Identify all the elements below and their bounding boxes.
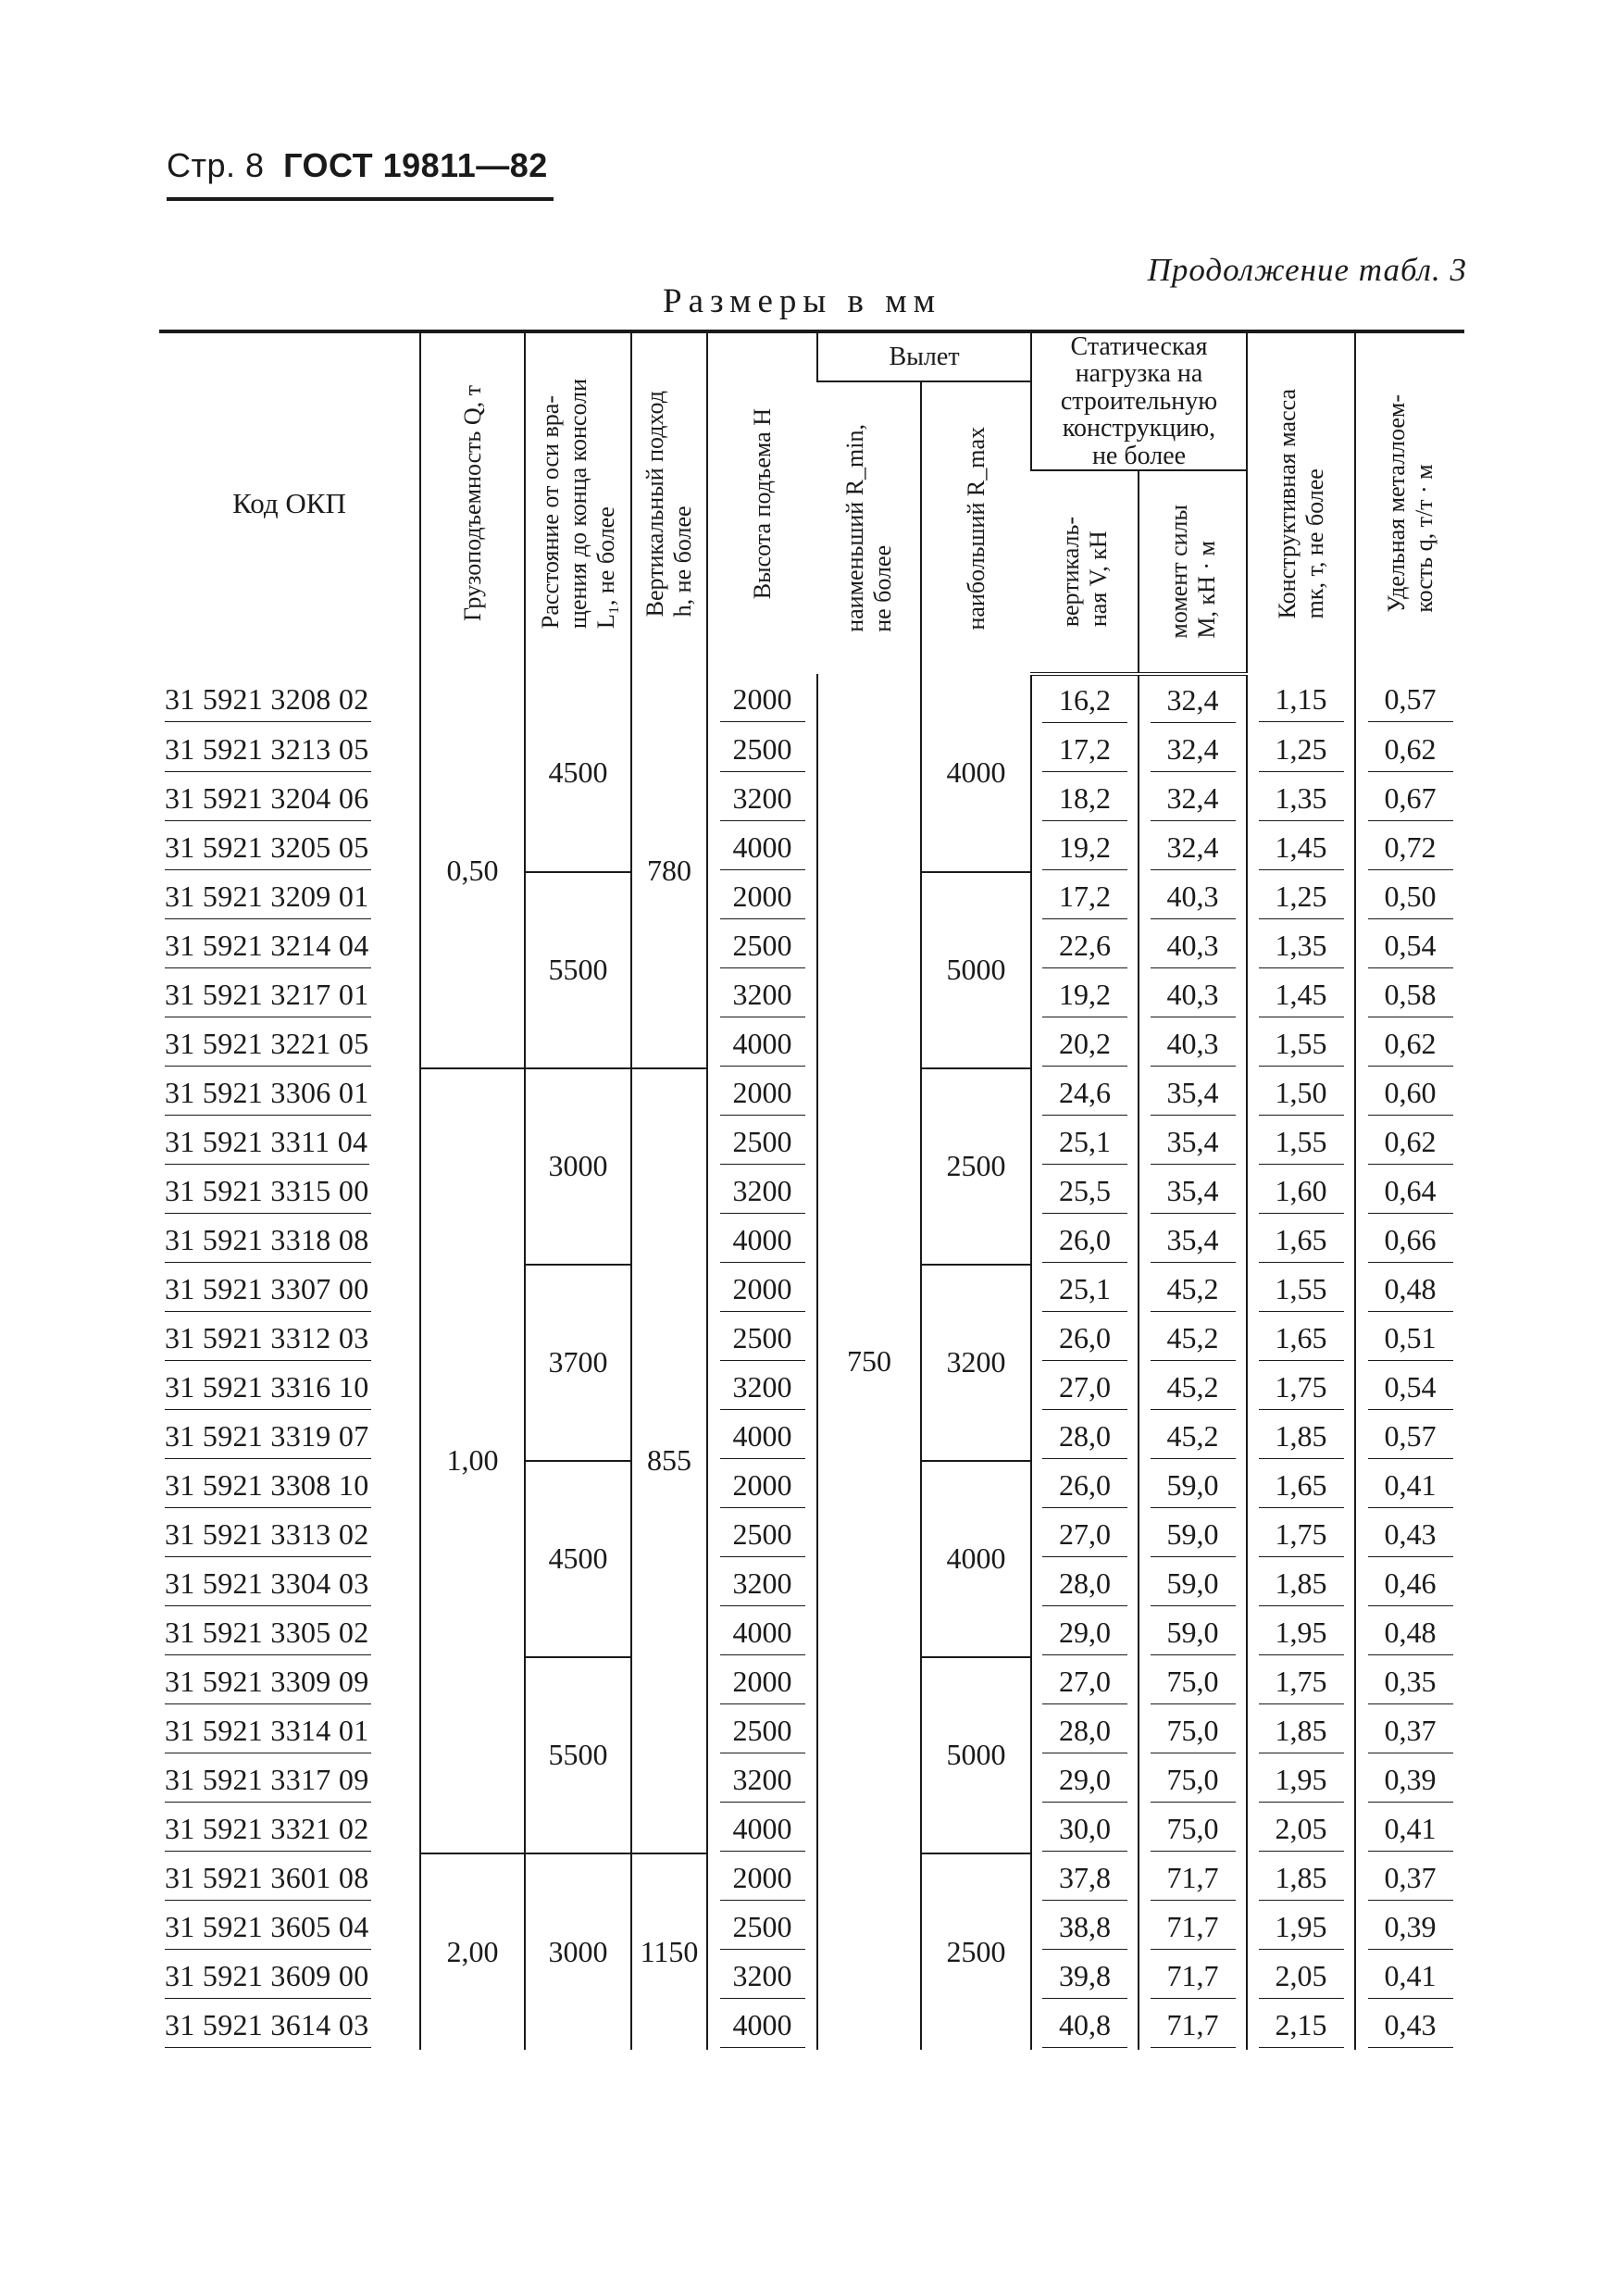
distance-cell: 4500	[525, 674, 631, 872]
page-header	[167, 146, 548, 185]
mass-cell: 1,85	[1247, 1853, 1355, 1903]
height-cell: 3200	[707, 774, 817, 823]
mass-cell: 1,85	[1247, 1559, 1355, 1608]
moment-cell: 32,4	[1139, 725, 1247, 774]
height-cell: 2000	[707, 1853, 817, 1903]
table-row	[159, 921, 1464, 970]
table-row	[159, 872, 1464, 921]
table-row	[159, 1657, 1464, 1706]
vertical-load-cell: 37,8	[1031, 1853, 1139, 1903]
code-cell: 31 5921 3318 08	[159, 1216, 420, 1265]
distance-cell: 3000	[525, 1853, 631, 2050]
metal-intensity-cell: 0,58	[1355, 970, 1464, 1019]
table-row	[159, 1510, 1464, 1559]
mass-cell: 1,65	[1247, 1216, 1355, 1265]
metal-intensity-cell: 0,41	[1355, 1952, 1464, 2001]
mass-cell: 1,25	[1247, 725, 1355, 774]
moment-cell: 32,4	[1139, 774, 1247, 823]
metal-intensity-cell: 0,37	[1355, 1706, 1464, 1755]
metal-intensity-cell: 0,72	[1355, 823, 1464, 872]
code-cell: 31 5921 3221 05	[159, 1019, 420, 1068]
approach-cell: 780	[631, 674, 707, 1068]
metal-intensity-cell: 0,62	[1355, 725, 1464, 774]
code-cell: 31 5921 3313 02	[159, 1510, 420, 1559]
metal-intensity-cell: 0,66	[1355, 1216, 1464, 1265]
metal-intensity-cell: 0,62	[1355, 1117, 1464, 1167]
table-row	[159, 1755, 1464, 1804]
moment-cell: 71,7	[1139, 1853, 1247, 1903]
code-cell: 31 5921 3315 00	[159, 1167, 420, 1216]
metal-intensity-cell: 0,43	[1355, 2001, 1464, 2050]
metal-intensity-cell: 0,46	[1355, 1559, 1464, 1608]
code-cell: 31 5921 3311 04	[159, 1117, 420, 1167]
code-cell: 31 5921 3614 03	[159, 2001, 420, 2050]
vertical-load-cell: 27,0	[1031, 1657, 1139, 1706]
vertical-load-cell: 25,1	[1031, 1265, 1139, 1314]
height-cell: 3200	[707, 1363, 817, 1412]
units-caption: Размеры в мм	[663, 282, 942, 320]
header-capacity: Грузоподъемность Q, т	[420, 331, 525, 674]
moment-cell: 40,3	[1139, 921, 1247, 970]
code-cell: 31 5921 3317 09	[159, 1755, 420, 1804]
height-cell: 2000	[707, 872, 817, 921]
moment-cell: 35,4	[1139, 1068, 1247, 1117]
table-row	[159, 1314, 1464, 1363]
table-row	[159, 2001, 1464, 2050]
moment-cell: 59,0	[1139, 1559, 1247, 1608]
metal-intensity-cell: 0,57	[1355, 674, 1464, 725]
moment-cell: 75,0	[1139, 1755, 1247, 1804]
code-cell: 31 5921 3213 05	[159, 725, 420, 774]
distance-cell: 5500	[525, 872, 631, 1068]
header-distance: Расстояние от оси вра- щения до конца консоли L₁, не более	[525, 331, 631, 674]
metal-intensity-cell: 0,39	[1355, 1903, 1464, 1952]
mass-cell: 1,95	[1247, 1608, 1355, 1657]
table-row	[159, 674, 1464, 725]
table-row	[159, 1167, 1464, 1216]
moment-cell: 71,7	[1139, 1952, 1247, 2001]
header-vertical: вертикаль- ная V, кН	[1031, 470, 1139, 674]
height-cell: 4000	[707, 823, 817, 872]
header-moment: момент силы M, кН · м	[1139, 470, 1247, 674]
mass-cell: 1,95	[1247, 1755, 1355, 1804]
r-max-cell: 5000	[921, 1657, 1031, 1853]
mass-cell: 1,55	[1247, 1019, 1355, 1068]
code-cell: 31 5921 3217 01	[159, 970, 420, 1019]
code-cell: 31 5921 3605 04	[159, 1903, 420, 1952]
table-row	[159, 1853, 1464, 1903]
code-cell: 31 5921 3307 00	[159, 1265, 420, 1314]
moment-cell: 32,4	[1139, 823, 1247, 872]
mass-cell: 1,35	[1247, 774, 1355, 823]
vertical-load-cell: 26,0	[1031, 1216, 1139, 1265]
code-cell: 31 5921 3321 02	[159, 1804, 420, 1853]
moment-cell: 45,2	[1139, 1265, 1247, 1314]
moment-cell: 45,2	[1139, 1314, 1247, 1363]
vertical-load-cell: 19,2	[1031, 823, 1139, 872]
code-cell: 31 5921 3316 10	[159, 1363, 420, 1412]
header-code: Код ОКП	[159, 331, 420, 674]
code-cell: 31 5921 3314 01	[159, 1706, 420, 1755]
height-cell: 3200	[707, 1952, 817, 2001]
header-approach: Вертикальный подход h, не более	[631, 331, 707, 674]
vertical-load-cell: 38,8	[1031, 1903, 1139, 1952]
moment-cell: 45,2	[1139, 1363, 1247, 1412]
moment-cell: 59,0	[1139, 1461, 1247, 1510]
height-cell: 2500	[707, 1706, 817, 1755]
table-row	[159, 1952, 1464, 2001]
height-cell: 4000	[707, 1019, 817, 1068]
header-r-min: наименьший R_min, не более	[840, 424, 896, 632]
table-row	[159, 1019, 1464, 1068]
metal-intensity-cell: 0,54	[1355, 1363, 1464, 1412]
height-cell: 2500	[707, 1510, 817, 1559]
page-number: Стр. 8	[167, 146, 265, 184]
metal-intensity-cell: 0,41	[1355, 1461, 1464, 1510]
moment-cell: 71,7	[1139, 1903, 1247, 1952]
code-cell: 31 5921 3609 00	[159, 1952, 420, 2001]
r-max-cell: 4000	[921, 674, 1031, 872]
r-max-cell: 3200	[921, 1265, 1031, 1461]
moment-cell: 32,4	[1139, 674, 1247, 725]
mass-cell: 1,65	[1247, 1461, 1355, 1510]
vertical-load-cell: 27,0	[1031, 1510, 1139, 1559]
table-row	[159, 1804, 1464, 1853]
vertical-load-cell: 16,2	[1031, 674, 1139, 725]
vertical-load-cell: 28,0	[1031, 1706, 1139, 1755]
table-row	[159, 774, 1464, 823]
vertical-load-cell: 28,0	[1031, 1559, 1139, 1608]
mass-cell: 1,85	[1247, 1706, 1355, 1755]
height-cell: 4000	[707, 1608, 817, 1657]
metal-intensity-cell: 0,64	[1355, 1167, 1464, 1216]
vertical-load-cell: 17,2	[1031, 872, 1139, 921]
mass-cell: 2,05	[1247, 1952, 1355, 2001]
table-row	[159, 1117, 1464, 1167]
height-cell: 2000	[707, 1265, 817, 1314]
vertical-load-cell: 20,2	[1031, 1019, 1139, 1068]
table-row	[159, 1265, 1464, 1314]
approach-cell: 855	[631, 1068, 707, 1853]
moment-cell: 35,4	[1139, 1216, 1247, 1265]
table-row	[159, 1363, 1464, 1412]
vertical-load-cell: 30,0	[1031, 1804, 1139, 1853]
moment-cell: 35,4	[1139, 1117, 1247, 1167]
mass-cell: 1,15	[1247, 674, 1355, 725]
vertical-load-cell: 22,6	[1031, 921, 1139, 970]
moment-cell: 40,3	[1139, 970, 1247, 1019]
height-cell: 3200	[707, 1559, 817, 1608]
metal-intensity-cell: 0,50	[1355, 872, 1464, 921]
moment-cell: 59,0	[1139, 1608, 1247, 1657]
table-row	[159, 1068, 1464, 1117]
vertical-load-cell: 25,5	[1031, 1167, 1139, 1216]
header-vylet: Вылет	[817, 331, 1031, 381]
metal-intensity-cell: 0,37	[1355, 1853, 1464, 1903]
vertical-load-cell: 39,8	[1031, 1952, 1139, 2001]
mass-cell: 1,55	[1247, 1117, 1355, 1167]
capacity-cell: 0,50	[420, 674, 525, 1068]
moment-cell: 71,7	[1139, 2001, 1247, 2050]
mass-cell: 1,75	[1247, 1657, 1355, 1706]
dimensions-table-wrap	[159, 330, 1464, 2050]
mass-cell: 2,15	[1247, 2001, 1355, 2050]
vertical-load-cell: 25,1	[1031, 1117, 1139, 1167]
vertical-load-cell: 29,0	[1031, 1755, 1139, 1804]
header-r-max: наибольший R_max	[921, 381, 1031, 674]
height-cell: 4000	[707, 1216, 817, 1265]
r-max-cell: 2500	[921, 1068, 1031, 1265]
moment-cell: 40,3	[1139, 872, 1247, 921]
code-cell: 31 5921 3204 06	[159, 774, 420, 823]
capacity-cell: 1,00	[420, 1068, 525, 1853]
table-row	[159, 1412, 1464, 1461]
height-cell: 2500	[707, 921, 817, 970]
table-row	[159, 970, 1464, 1019]
moment-cell: 35,4	[1139, 1167, 1247, 1216]
approach-cell: 1150	[631, 1853, 707, 2050]
height-cell: 4000	[707, 1412, 817, 1461]
vertical-load-cell: 26,0	[1031, 1461, 1139, 1510]
metal-intensity-cell: 0,51	[1355, 1314, 1464, 1363]
code-cell: 31 5921 3304 03	[159, 1559, 420, 1608]
mass-cell: 1,50	[1247, 1068, 1355, 1117]
mass-cell: 1,75	[1247, 1363, 1355, 1412]
vertical-load-cell: 18,2	[1031, 774, 1139, 823]
distance-cell: 3000	[525, 1068, 631, 1265]
table-row	[159, 823, 1464, 872]
metal-intensity-cell: 0,43	[1355, 1510, 1464, 1559]
vertical-load-cell: 26,0	[1031, 1314, 1139, 1363]
vertical-load-cell: 27,0	[1031, 1363, 1139, 1412]
standard-number: ГОСТ 19811—82	[283, 146, 548, 184]
metal-intensity-cell: 0,54	[1355, 921, 1464, 970]
height-cell: 3200	[707, 1167, 817, 1216]
code-cell: 31 5921 3312 03	[159, 1314, 420, 1363]
moment-cell: 59,0	[1139, 1510, 1247, 1559]
metal-intensity-cell: 0,48	[1355, 1265, 1464, 1314]
metal-intensity-cell: 0,57	[1355, 1412, 1464, 1461]
table-head	[159, 331, 1464, 674]
code-cell: 31 5921 3308 10	[159, 1461, 420, 1510]
table-row	[159, 1903, 1464, 1952]
distance-cell: 4500	[525, 1461, 631, 1657]
moment-cell: 75,0	[1139, 1657, 1247, 1706]
height-cell: 2000	[707, 674, 817, 725]
mass-cell: 1,45	[1247, 970, 1355, 1019]
moment-cell: 75,0	[1139, 1804, 1247, 1853]
height-cell: 2000	[707, 1657, 817, 1706]
r-min-cell: 750	[817, 674, 921, 2050]
table-body	[159, 674, 1464, 2050]
metal-intensity-cell: 0,39	[1355, 1755, 1464, 1804]
mass-cell: 1,75	[1247, 1510, 1355, 1559]
code-cell: 31 5921 3209 01	[159, 872, 420, 921]
metal-intensity-cell: 0,41	[1355, 1804, 1464, 1853]
header-rule	[167, 197, 554, 201]
table-row	[159, 1216, 1464, 1265]
height-cell: 2000	[707, 1068, 817, 1117]
vertical-load-cell: 17,2	[1031, 725, 1139, 774]
metal-intensity-cell: 0,62	[1355, 1019, 1464, 1068]
table-row	[159, 1461, 1464, 1510]
metal-intensity-cell: 0,60	[1355, 1068, 1464, 1117]
mass-cell: 1,85	[1247, 1412, 1355, 1461]
metal-intensity-cell: 0,35	[1355, 1657, 1464, 1706]
height-cell: 2500	[707, 725, 817, 774]
capacity-cell: 2,00	[420, 1853, 525, 2050]
header-static-load: Статическая нагрузка на строительную конструкцию, не более	[1031, 331, 1247, 470]
code-cell: 31 5921 3208 02	[159, 674, 420, 725]
header-metal: Удельная металлоем- кость q, т/т · м	[1355, 331, 1464, 674]
height-cell: 3200	[707, 1755, 817, 1804]
distance-cell: 5500	[525, 1657, 631, 1853]
height-cell: 4000	[707, 2001, 817, 2050]
mass-cell: 1,55	[1247, 1265, 1355, 1314]
header-mass: Конструктивная масса mк, т, не более	[1247, 331, 1355, 674]
table-continuation-caption: Продолжение табл. 3	[1147, 252, 1467, 288]
code-cell: 31 5921 3601 08	[159, 1853, 420, 1903]
height-cell: 2500	[707, 1314, 817, 1363]
header-height: Высота подъема H	[707, 331, 817, 674]
height-cell: 3200	[707, 970, 817, 1019]
code-cell: 31 5921 3214 04	[159, 921, 420, 970]
r-max-cell: 4000	[921, 1461, 1031, 1657]
height-cell: 2500	[707, 1117, 817, 1167]
vertical-load-cell: 40,8	[1031, 2001, 1139, 2050]
mass-cell: 1,60	[1247, 1167, 1355, 1216]
table-row	[159, 725, 1464, 774]
mass-cell: 1,35	[1247, 921, 1355, 970]
height-cell: 2500	[707, 1903, 817, 1952]
moment-cell: 45,2	[1139, 1412, 1247, 1461]
vertical-load-cell: 28,0	[1031, 1412, 1139, 1461]
code-cell: 31 5921 3205 05	[159, 823, 420, 872]
mass-cell: 2,05	[1247, 1804, 1355, 1853]
table-row	[159, 1608, 1464, 1657]
r-max-cell: 2500	[921, 1853, 1031, 2050]
code-cell: 31 5921 3309 09	[159, 1657, 420, 1706]
vertical-load-cell: 24,6	[1031, 1068, 1139, 1117]
code-cell: 31 5921 3319 07	[159, 1412, 420, 1461]
mass-cell: 1,95	[1247, 1903, 1355, 1952]
height-cell: 4000	[707, 1804, 817, 1853]
vertical-load-cell: 29,0	[1031, 1608, 1139, 1657]
table-row	[159, 1559, 1464, 1608]
moment-cell: 75,0	[1139, 1706, 1247, 1755]
mass-cell: 1,45	[1247, 823, 1355, 872]
dimensions-table	[159, 330, 1464, 2050]
metal-intensity-cell: 0,67	[1355, 774, 1464, 823]
mass-cell: 1,65	[1247, 1314, 1355, 1363]
vertical-load-cell: 19,2	[1031, 970, 1139, 1019]
moment-cell: 40,3	[1139, 1019, 1247, 1068]
code-cell: 31 5921 3305 02	[159, 1608, 420, 1657]
distance-cell: 3700	[525, 1265, 631, 1461]
r-max-cell: 5000	[921, 872, 1031, 1068]
code-cell: 31 5921 3306 01	[159, 1068, 420, 1117]
height-cell: 2000	[707, 1461, 817, 1510]
mass-cell: 1,25	[1247, 872, 1355, 921]
table-row	[159, 1706, 1464, 1755]
metal-intensity-cell: 0,48	[1355, 1608, 1464, 1657]
